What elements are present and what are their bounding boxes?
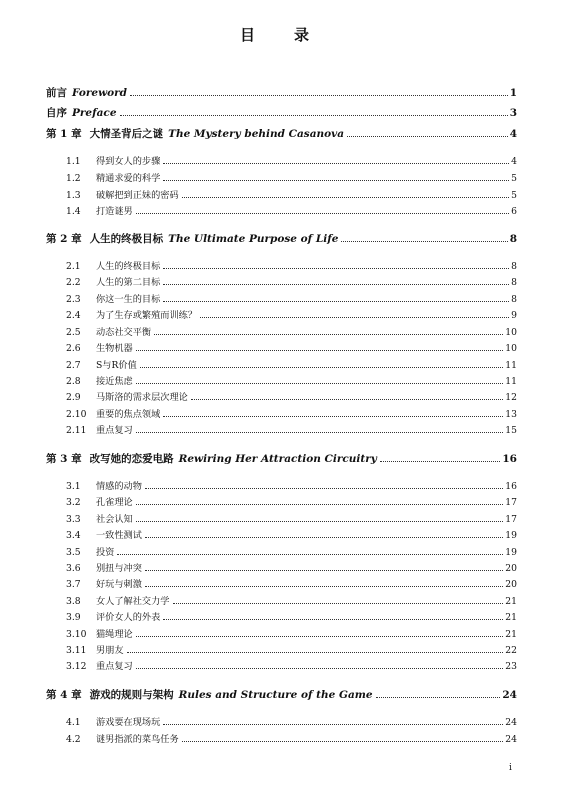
entry-english-title: The Mystery behind Casanova [168,128,345,140]
dot-leader [163,301,509,302]
toc-section-entry[interactable] [66,593,517,607]
dot-leader [136,350,504,351]
entry-title: 一致性测试 [96,530,142,541]
toc-section-entry[interactable] [66,153,517,167]
dot-leader [145,488,503,489]
toc-section-entry[interactable] [66,731,517,745]
dot-leader [341,241,507,242]
entry-title: 马斯洛的需求层次理论 [96,392,188,403]
toc-section-entry[interactable] [66,422,517,436]
section-number: 2.5 [66,327,81,338]
entry-title: 游戏的规则与架构 [89,689,174,701]
entry-page-number: 22 [505,645,517,656]
toc-section-entry[interactable] [66,203,517,217]
entry-page-number: 24 [505,734,517,745]
toc-section-entry[interactable] [66,187,517,201]
section-number: 3.12 [66,661,87,672]
entry-page-number: 1 [509,87,517,99]
entry-title: 人生的第二目标 [96,277,161,288]
section-number: 2.1 [66,261,81,272]
entry-page-number: 12 [505,392,517,403]
section-number: 1.2 [66,173,81,184]
entry-title: 改写她的恋爱电路 [89,453,174,465]
toc-section-entry[interactable] [66,642,517,656]
dot-leader [140,367,504,368]
entry-title: S与R价值 [96,360,137,371]
entry-page-number: 3 [509,107,517,119]
chapter-number: 第 1 章 [46,128,82,140]
toc-section-entry[interactable] [66,373,517,387]
entry-page-number: 19 [505,547,517,558]
section-number: 3.5 [66,547,81,558]
entry-title: 自序 [46,107,67,119]
entry-page-number: 9 [511,310,517,321]
entry-title: 女人了解社交力学 [96,596,170,607]
entry-title: 孔雀理论 [96,497,133,508]
section-number: 2.9 [66,392,81,403]
dot-leader [200,317,509,318]
entry-page-number: 16 [502,453,517,465]
dot-leader [136,521,504,522]
section-number: 2.8 [66,376,81,387]
entry-english-title: Rewiring Her Attraction Circuitry [178,453,377,465]
entry-title: 好玩与刺激 [96,579,142,590]
dot-leader [163,724,503,725]
section-number: 1.4 [66,206,81,217]
dot-leader [117,554,503,555]
dot-leader [136,504,504,505]
entry-title: 精通求爱的科学 [96,173,161,184]
entry-page-number: 21 [505,612,517,623]
toc-chapter-entry[interactable] [46,105,517,120]
toc-section-entry[interactable] [66,357,517,371]
toc-section-entry[interactable] [66,170,517,184]
entry-page-number: 8 [511,294,517,305]
entry-title: 人生的终极目标 [89,233,164,245]
toc-section-entry[interactable] [66,576,517,590]
dot-leader [145,570,503,571]
entry-page-number: 20 [505,579,517,590]
entry-title: 游戏要在现场玩 [96,717,161,728]
dot-leader [120,115,508,116]
entry-title: 打造谜男 [96,206,133,217]
toc-chapter-entry[interactable] [46,126,517,141]
entry-page-number: 8 [511,277,517,288]
entry-page-number: 17 [505,514,517,525]
entry-page-number: 17 [505,497,517,508]
entry-english-title: Foreword [72,87,128,99]
toc-section-entry[interactable] [66,478,517,492]
toc-title: 目 录 [239,26,321,44]
entry-page-number: 20 [505,563,517,574]
dot-leader [163,268,509,269]
toc-section-entry[interactable] [66,494,517,508]
page-number: i [509,763,512,773]
dot-leader [347,136,508,137]
entry-page-number: 10 [505,343,517,354]
entry-title: 重点复习 [96,425,133,436]
entry-page-number: 5 [511,190,517,201]
dot-leader [163,284,509,285]
dot-leader [182,197,509,198]
section-number: 2.10 [66,409,87,420]
entry-title: 别扭与冲突 [96,563,142,574]
chapter-number: 第 3 章 [46,453,82,465]
toc-chapter-entry[interactable] [46,451,517,466]
entry-page-number: 23 [505,661,517,672]
section-number: 1.1 [66,156,81,167]
toc-section-entry[interactable] [66,658,517,672]
section-number: 2.7 [66,360,81,371]
dot-leader [173,603,504,604]
entry-page-number: 4 [509,128,517,140]
section-number: 4.2 [66,734,81,745]
entry-page-number: 11 [505,376,517,387]
toc-section-entry[interactable] [66,307,517,321]
section-number: 3.7 [66,579,81,590]
toc-section-entry[interactable] [66,511,517,525]
dot-leader [145,537,503,538]
entry-title: 情感的动物 [96,481,142,492]
entry-page-number: 21 [505,596,517,607]
dot-leader [145,586,503,587]
dot-leader [127,652,504,653]
entry-page-number: 19 [505,530,517,541]
entry-english-title: The Ultimate Purpose of Life [168,233,339,245]
entry-title: 重点复习 [96,661,133,672]
chapter-number: 第 2 章 [46,233,82,245]
entry-page-number: 21 [505,629,517,640]
dot-leader [136,213,509,214]
toc-section-entry[interactable] [66,626,517,640]
dot-leader [136,383,504,384]
dot-leader [182,741,504,742]
section-number: 3.9 [66,612,81,623]
toc-chapter-entry[interactable] [46,231,517,246]
entry-title: 谜男指派的菜鸟任务 [96,734,179,745]
dot-leader [154,334,503,335]
entry-title: 猫绳理论 [96,629,133,640]
entry-title: 破解把到正妹的密码 [96,190,179,201]
dot-leader [163,163,509,164]
section-number: 3.1 [66,481,81,492]
entry-title: 男朋友 [96,645,124,656]
entry-page-number: 10 [505,327,517,338]
section-number: 3.10 [66,629,87,640]
section-number: 3.3 [66,514,81,525]
toc-section-entry[interactable] [66,527,517,541]
entry-page-number: 8 [509,233,517,245]
entry-page-number: 16 [505,481,517,492]
dot-leader [130,95,508,96]
entry-page-number: 11 [505,360,517,371]
dot-leader [136,432,504,433]
dot-leader [380,461,500,462]
section-number: 3.8 [66,596,81,607]
entry-title: 生物机器 [96,343,133,354]
entry-title: 评价女人的外表 [96,612,161,623]
entry-title: 为了生存或繁殖而训练？ [96,310,198,321]
entry-page-number: 24 [505,717,517,728]
dot-leader [136,668,504,669]
toc-section-entry[interactable] [66,340,517,354]
section-number: 2.2 [66,277,81,288]
entry-title: 重要的焦点领域 [96,409,161,420]
entry-english-title: Rules and Structure of the Game [178,689,373,701]
section-number: 3.11 [66,645,87,656]
entry-page-number: 6 [511,206,517,217]
dot-leader [136,636,504,637]
dot-leader [376,697,501,698]
toc-section-entry[interactable] [66,560,517,574]
toc-section-entry[interactable] [66,609,517,623]
dot-leader [163,416,503,417]
entry-page-number: 5 [511,173,517,184]
toc-section-entry[interactable] [66,714,517,728]
entry-title: 得到女人的步骤 [96,156,161,167]
toc-section-entry[interactable] [66,291,517,305]
section-number: 2.6 [66,343,81,354]
section-number: 2.3 [66,294,81,305]
toc-section-entry[interactable] [66,324,517,338]
entry-page-number: 4 [511,156,517,167]
entry-page-number: 8 [511,261,517,272]
chapter-number: 第 4 章 [46,689,82,701]
entry-page-number: 24 [502,689,517,701]
section-number: 3.6 [66,563,81,574]
dot-leader [163,619,503,620]
dot-leader [191,399,503,400]
toc-section-entry[interactable] [66,406,517,420]
entry-title: 社会认知 [96,514,133,525]
entry-page-number: 13 [505,409,517,420]
entry-title: 你这一生的目标 [96,294,161,305]
section-number: 4.1 [66,717,81,728]
entry-title: 大情圣背后之谜 [89,128,164,140]
entry-english-title: Preface [72,107,117,119]
entry-title: 投资 [96,547,115,558]
toc-chapter-entry[interactable] [46,85,517,100]
section-number: 3.4 [66,530,81,541]
entry-page-number: 15 [505,425,517,436]
entry-title: 动态社交平衡 [96,327,152,338]
section-number: 1.3 [66,190,81,201]
toc-section-entry[interactable] [66,274,517,288]
entry-title: 人生的终极目标 [96,261,161,272]
section-number: 2.11 [66,425,87,436]
entry-title: 前言 [46,87,67,99]
toc-section-entry[interactable] [66,258,517,272]
toc-section-entry[interactable] [66,544,517,558]
toc-chapter-entry[interactable] [46,687,517,702]
section-number: 2.4 [66,310,81,321]
entry-title: 接近焦虑 [96,376,133,387]
section-number: 3.2 [66,497,81,508]
dot-leader [163,180,509,181]
toc-section-entry[interactable] [66,389,517,403]
